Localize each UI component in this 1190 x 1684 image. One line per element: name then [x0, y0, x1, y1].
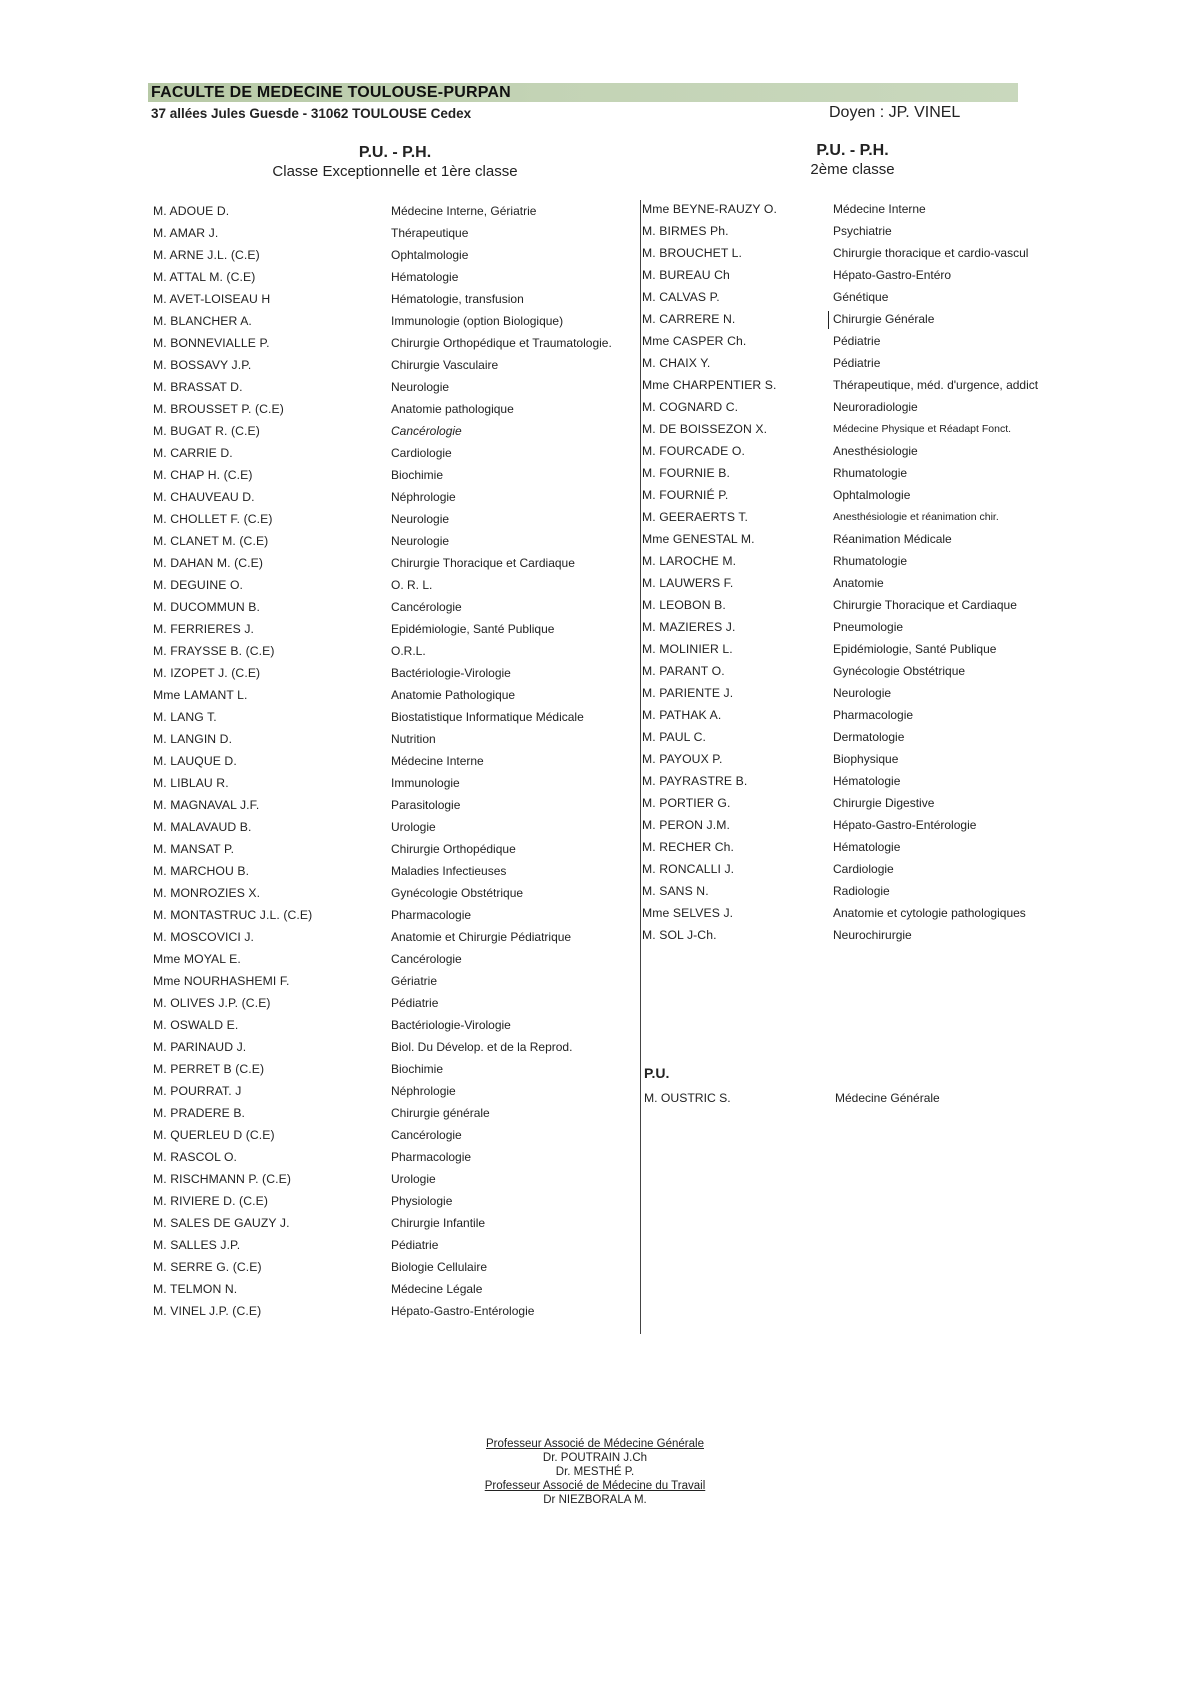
professor-name: M. DAHAN M. (C.E) — [153, 556, 264, 570]
professor-name: M. MANSAT P. — [153, 842, 235, 856]
professor-specialty: O.R.L. — [391, 644, 426, 658]
professor-name: M. RONCALLI J. — [642, 862, 735, 876]
professor-name: M. OLIVES J.P. (C.E) — [153, 996, 271, 1010]
professor-specialty: Ophtalmologie — [391, 248, 469, 262]
professor-name: Mme GENESTAL M. — [642, 532, 755, 546]
professor-name: M. VINEL J.P. (C.E) — [153, 1304, 262, 1318]
right-names-column — [642, 198, 777, 946]
professor-specialty: Biologie Cellulaire — [391, 1260, 488, 1274]
professor-name: M. PERRET B (C.E) — [153, 1062, 265, 1076]
professor-name: M. BRASSAT D. — [153, 380, 243, 394]
footer-name: Dr. POUTRAIN J.Ch — [542, 1452, 648, 1464]
professor-specialty: Epidémiologie, Santé Publique — [833, 642, 997, 656]
left-section-title: P.U. - P.H. — [358, 144, 432, 161]
professor-name: M. PORTIER G. — [642, 796, 731, 810]
professor-specialty: Chirurgie Digestive — [833, 796, 935, 810]
professor-specialty: Médecine Interne — [391, 754, 484, 768]
footer-name: Dr. MESTHÉ P. — [555, 1466, 635, 1478]
professor-specialty: Chirurgie Vasculaire — [391, 358, 499, 372]
footer-name: Dr NIEZBORALA M. — [543, 1494, 647, 1506]
right-section-heading — [790, 142, 915, 178]
professor-name: M. BIRMES Ph. — [642, 224, 729, 238]
professor-specialty: Gériatrie — [391, 974, 438, 988]
professor-specialty: Bactériologie-Virologie — [391, 666, 511, 680]
professor-specialty: Urologie — [391, 820, 436, 834]
footer — [440, 1437, 750, 1507]
professor-specialty: Pharmacologie — [391, 908, 472, 922]
professor-specialty: Chirurgie générale — [391, 1106, 490, 1120]
professor-specialty: Médecine Interne — [833, 202, 926, 216]
professor-name: Mme MOYAL E. — [153, 952, 241, 966]
left-specialties-column — [391, 200, 612, 1322]
professor-name: M. FOURNIÉ P. — [642, 488, 729, 502]
professor-name: M. PATHAK A. — [642, 708, 722, 722]
professor-name: M. RIVIERE D. (C.E) — [153, 1194, 268, 1208]
professor-name: M. BLANCHER A. — [153, 314, 252, 328]
professor-specialty: Chirurgie Infantile — [391, 1216, 486, 1230]
professor-name: M. BROUCHET L. — [642, 246, 743, 260]
professor-specialty: Psychiatrie — [833, 224, 892, 238]
professor-specialty: Biol. Du Dévelop. et de la Reprod. — [391, 1040, 573, 1054]
professor-name: Mme SELVES J. — [642, 906, 734, 920]
pu-professor-specialty: Médecine Générale — [835, 1091, 940, 1105]
right-section-subtitle: 2ème classe — [810, 161, 895, 178]
professor-name: M. DEGUINE O. — [153, 578, 244, 592]
professor-name: M. PRADERE B. — [153, 1106, 246, 1120]
professor-specialty: Thérapeutique, méd. d'urgence, addict — [833, 378, 1039, 392]
footer-title-general: Professeur Associé de Médecine Générale — [486, 1438, 704, 1450]
professor-specialty: Biophysique — [833, 752, 899, 766]
professor-specialty: Anatomie pathologique — [391, 402, 514, 416]
professor-specialty: Cancérologie — [391, 952, 462, 966]
professor-name: M. MALAVAUD B. — [153, 820, 252, 834]
professor-specialty: Hépato-Gastro-Entérologie — [833, 818, 977, 832]
professor-specialty: Immunologie — [391, 776, 460, 790]
professor-specialty: Anatomie et Chirurgie Pédiatrique — [391, 930, 572, 944]
professor-specialty: Radiologie — [833, 884, 890, 898]
faculty-address: 37 allées Jules Guesde - 31062 TOULOUSE Cedex — [151, 106, 472, 121]
professor-specialty: Chirurgie Thoracique et Cardiaque — [833, 598, 1017, 612]
professor-specialty: Parasitologie — [391, 798, 461, 812]
professor-specialty: Pharmacologie — [391, 1150, 472, 1164]
professor-name: M. MONROZIES X. — [153, 886, 261, 900]
professor-name: M. SERRE G. (C.E) — [153, 1260, 262, 1274]
professor-specialty: Hépato-Gastro-Entéro — [833, 268, 952, 282]
dean-label: Doyen : JP. VINEL — [829, 104, 961, 121]
professor-name: M. POURRAT. J — [153, 1084, 242, 1098]
professor-specialty: Hépato-Gastro-Entérologie — [391, 1304, 535, 1318]
professor-name: M. ARNE J.L. (C.E) — [153, 248, 260, 262]
professor-name: M. LEOBON B. — [642, 598, 726, 612]
professor-specialty: Nutrition — [391, 732, 436, 746]
professor-name: Mme LAMANT L. — [153, 688, 248, 702]
professor-name: M. LAROCHE M. — [642, 554, 737, 568]
professor-name: M. DE BOISSEZON X. — [642, 422, 768, 436]
footer-title-work: Professeur Associé de Médecine du Travail — [484, 1480, 706, 1492]
pu-professor-name: M. OUSTRIC S. — [644, 1091, 731, 1105]
professor-specialty: Médecine Interne, Gériatrie — [391, 204, 537, 218]
professor-name: M. BROUSSET P. (C.E) — [153, 402, 284, 416]
professor-name: M. AVET-LOISEAU H — [153, 292, 271, 306]
professor-name: M. CHAP H. (C.E) — [153, 468, 253, 482]
professor-name: M. LAUQUE D. — [153, 754, 237, 768]
professor-specialty: Hématologie, transfusion — [391, 292, 524, 306]
professor-specialty: Neurologie — [833, 686, 892, 700]
professor-specialty: Epidémiologie, Santé Publique — [391, 622, 555, 636]
professor-name: M. LANG T. — [153, 710, 217, 724]
professor-name: M. FRAYSSE B. (C.E) — [153, 644, 275, 658]
professor-name: M. MOSCOVICI J. — [153, 930, 255, 944]
professor-name: M. SALES DE GAUZY J. — [153, 1216, 290, 1230]
professor-specialty: Bactériologie-Virologie — [391, 1018, 511, 1032]
column-divider — [640, 200, 641, 1334]
professor-specialty: Anatomie Pathologique — [391, 688, 516, 702]
professor-name: Mme BEYNE-RAUZY O. — [642, 202, 777, 216]
professor-name: Mme CASPER Ch. — [642, 334, 747, 348]
professor-specialty: Hématologie — [391, 270, 459, 284]
professor-specialty: Neuroradiologie — [833, 400, 918, 414]
professor-name: M. BUGAT R. (C.E) — [153, 424, 260, 438]
professor-name: M. PERON J.M. — [642, 818, 730, 832]
professor-specialty: Médecine Physique et Réadapt Fonct. — [833, 423, 1012, 435]
professor-name: M. MARCHOU B. — [153, 864, 250, 878]
professor-specialty: Réanimation Médicale — [833, 532, 952, 546]
professor-name: M. CLANET M. (C.E) — [153, 534, 269, 548]
professor-specialty: Biochimie — [391, 468, 444, 482]
professor-name: M. RISCHMANN P. (C.E) — [153, 1172, 291, 1186]
professor-name: M. RECHER Ch. — [642, 840, 735, 854]
right-specialties-column — [833, 198, 1038, 946]
professor-specialty: Gynécologie Obstétrique — [391, 886, 524, 900]
professor-specialty: Urologie — [391, 1172, 436, 1186]
professor-specialty: Rhumatologie — [833, 554, 908, 568]
professor-specialty: Néphrologie — [391, 1084, 456, 1098]
margin-mark — [828, 311, 829, 329]
professor-specialty: Chirurgie thoracique et cardio-vascul — [833, 246, 1029, 260]
professor-specialty: Anatomie — [833, 576, 884, 590]
professor-name: Mme CHARPENTIER S. — [642, 378, 777, 392]
professor-specialty: Pharmacologie — [833, 708, 914, 722]
left-section-heading — [240, 144, 550, 180]
professor-specialty: Biochimie — [391, 1062, 444, 1076]
professor-specialty: Chirurgie Thoracique et Cardiaque — [391, 556, 575, 570]
professor-name: M. CHAUVEAU D. — [153, 490, 255, 504]
professor-specialty: Cancérologie — [391, 424, 462, 438]
professor-specialty: Neurologie — [391, 380, 450, 394]
professor-name: M. COGNARD C. — [642, 400, 739, 414]
professor-name: M. IZOPET J. (C.E) — [153, 666, 261, 680]
professor-specialty: Pédiatrie — [391, 1238, 439, 1252]
professor-name: M. PARINAUD J. — [153, 1040, 247, 1054]
professor-specialty: Neurochirurgie — [833, 928, 912, 942]
left-names-column — [153, 200, 312, 1322]
professor-specialty: Neurologie — [391, 534, 450, 548]
professor-name: M. FOURCADE O. — [642, 444, 745, 458]
professor-name: M. PAYRASTRE B. — [642, 774, 748, 788]
professor-name: M. OSWALD E. — [153, 1018, 239, 1032]
professor-specialty: Pneumologie — [833, 620, 904, 634]
professor-name: M. RASCOL O. — [153, 1150, 238, 1164]
professor-specialty: Cardiologie — [833, 862, 894, 876]
faculty-title: FACULTE DE MEDECINE TOULOUSE-PURPAN — [151, 84, 511, 101]
professor-specialty: Néphrologie — [391, 490, 456, 504]
professor-specialty: Anesthésiologie — [833, 444, 918, 458]
professor-name: M. PARIENTE J. — [642, 686, 734, 700]
professor-name: M. BONNEVIALLE P. — [153, 336, 270, 350]
professor-specialty: Chirurgie Orthopédique et Traumatologie. — [391, 336, 612, 350]
professor-name: M. QUERLEU D (C.E) — [153, 1128, 275, 1142]
professor-specialty: Maladies Infectieuses — [391, 864, 507, 878]
professor-specialty: O. R. L. — [391, 578, 433, 592]
professor-specialty: Hématologie — [833, 774, 901, 788]
professor-name: M. MAGNAVAL J.F. — [153, 798, 260, 812]
professor-name: M. BUREAU Ch — [642, 268, 730, 282]
professor-name: M. FERRIERES J. — [153, 622, 255, 636]
professor-name: M. GEERAERTS T. — [642, 510, 749, 524]
professor-specialty: Pédiatrie — [833, 356, 881, 370]
professor-name: M. MOLINIER L. — [642, 642, 733, 656]
professor-specialty: Génétique — [833, 290, 889, 304]
professor-name: M. PAYOUX P. — [642, 752, 723, 766]
professor-specialty: Thérapeutique — [391, 226, 469, 240]
professor-name: M. MONTASTRUC J.L. (C.E) — [153, 908, 313, 922]
professor-name: M. ATTAL M. (C.E) — [153, 270, 256, 284]
professor-specialty: Chirurgie Orthopédique — [391, 842, 516, 856]
professor-specialty: Dermatologie — [833, 730, 905, 744]
professor-name: M. LIBLAU R. — [153, 776, 229, 790]
professor-specialty: Pédiatrie — [833, 334, 881, 348]
professor-name: M. CARRIE D. — [153, 446, 233, 460]
professor-specialty: Cancérologie — [391, 1128, 462, 1142]
professor-name: M. BOSSAVY J.P. — [153, 358, 252, 372]
professor-specialty: Immunologie (option Biologique) — [391, 314, 564, 328]
professor-specialty: Anatomie et cytologie pathologiques — [833, 906, 1026, 920]
professor-name: M. CHOLLET F. (C.E) — [153, 512, 273, 526]
professor-specialty: Médecine Légale — [391, 1282, 483, 1296]
right-section-title: P.U. - P.H. — [816, 142, 889, 159]
professor-name: M. CALVAS P. — [642, 290, 720, 304]
professor-name: M. AMAR J. — [153, 226, 219, 240]
professor-specialty: Physiologie — [391, 1194, 453, 1208]
professor-name: M. CARRERE N. — [642, 312, 736, 326]
professor-specialty: Chirurgie Générale — [833, 312, 935, 326]
professor-specialty: Cancérologie — [391, 600, 462, 614]
professor-name: M. SALLES J.P. — [153, 1238, 241, 1252]
professor-name: Mme NOURHASHEMI F. — [153, 974, 290, 988]
pu-section-title: P.U. — [644, 1065, 670, 1081]
professor-specialty: Biostatistique Informatique Médicale — [391, 710, 584, 724]
professor-name: M. DUCOMMUN B. — [153, 600, 261, 614]
professor-name: M. MAZIERES J. — [642, 620, 736, 634]
professor-specialty: Anesthésiologie et réanimation chir. — [833, 511, 999, 523]
professor-specialty: Pédiatrie — [391, 996, 439, 1010]
professor-name: M. PARANT O. — [642, 664, 725, 678]
professor-name: M. TELMON N. — [153, 1282, 238, 1296]
professor-name: M. SOL J-Ch. — [642, 928, 717, 942]
professor-specialty: Neurologie — [391, 512, 450, 526]
professor-specialty: Ophtalmologie — [833, 488, 911, 502]
professor-name: M. LAUWERS F. — [642, 576, 734, 590]
professor-name: M. CHAIX Y. — [642, 356, 711, 370]
left-section-subtitle: Classe Exceptionnelle et 1ère classe — [272, 163, 518, 180]
professor-specialty: Hématologie — [833, 840, 901, 854]
professor-specialty: Gynécologie Obstétrique — [833, 664, 966, 678]
professor-specialty: Rhumatologie — [833, 466, 908, 480]
professor-name: M. SANS N. — [642, 884, 709, 898]
professor-name: M. PAUL C. — [642, 730, 706, 744]
professor-name: M. LANGIN D. — [153, 732, 233, 746]
professor-specialty: Cardiologie — [391, 446, 452, 460]
professor-name: M. ADOUE D. — [153, 204, 230, 218]
professor-name: M. FOURNIE B. — [642, 466, 730, 480]
